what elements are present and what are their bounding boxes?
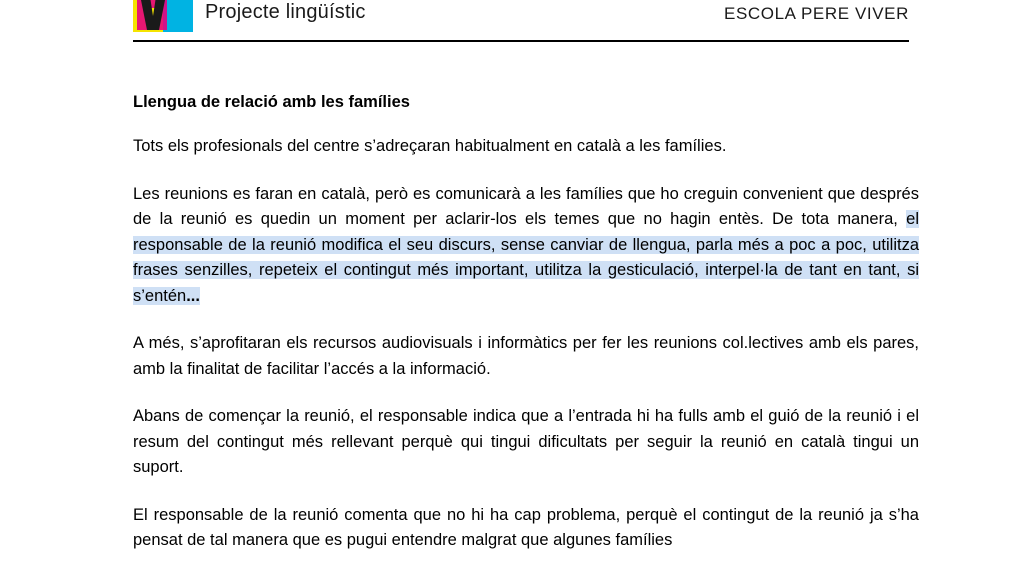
paragraph-4: Abans de començar la reunió, el responsable indica que a l’entrada hi ha fulls amb el guió de la reunió i el resum del contingut més rellevant perquè qui tingui dificultats per seguir la reunió en català tingui un suport. (133, 407, 919, 477)
highlighted-text: el responsable de la reunió modifica el seu discurs, sense canviar de llengua, parla més a poc a poc, utilitza frases senzilles, repeteix el contingut més important, utilitza la gesticulació, interpel·la de tant en tant, si s’entén (133, 210, 919, 305)
paragraph-2-lead: Les reunions es faran en català, però es comunicarà a les famílies que ho creguin convenient que després de la reunió es quedin un moment per aclarir-los els temes que no hagin entès. De tota manera, (133, 184, 919, 229)
paragraph-3: A més, s’aprofitaran els recursos audiovisuals i informàtics per fer les reunions col.lectives amb els pares, amb la finalitat de facilitar l’accés a la informació. (133, 334, 919, 378)
header-school-name: ESCOLA PERE VIVER (724, 4, 909, 23)
header-divider (133, 40, 909, 42)
paragraph-5: El responsable de la reunió comenta que no hi ha cap problema, perquè el contingut de la reunió ja s’ha pensat de tal manera que es pugui entendre malgrat que algunes famílies (133, 505, 919, 550)
document-body (133, 92, 919, 576)
section-heading: Llengua de relació amb les famílies (133, 93, 410, 111)
header-title: Projecte lingüístic (205, 1, 366, 23)
paragraph-1: Tots els profesionals del centre s’adreçaran habitualment en català a les famílies. (133, 137, 727, 156)
paragraph-2 (133, 182, 919, 310)
highlighted-ellipsis: ... (186, 286, 200, 305)
escola-logo (133, 0, 193, 32)
document-header (0, 0, 1024, 48)
